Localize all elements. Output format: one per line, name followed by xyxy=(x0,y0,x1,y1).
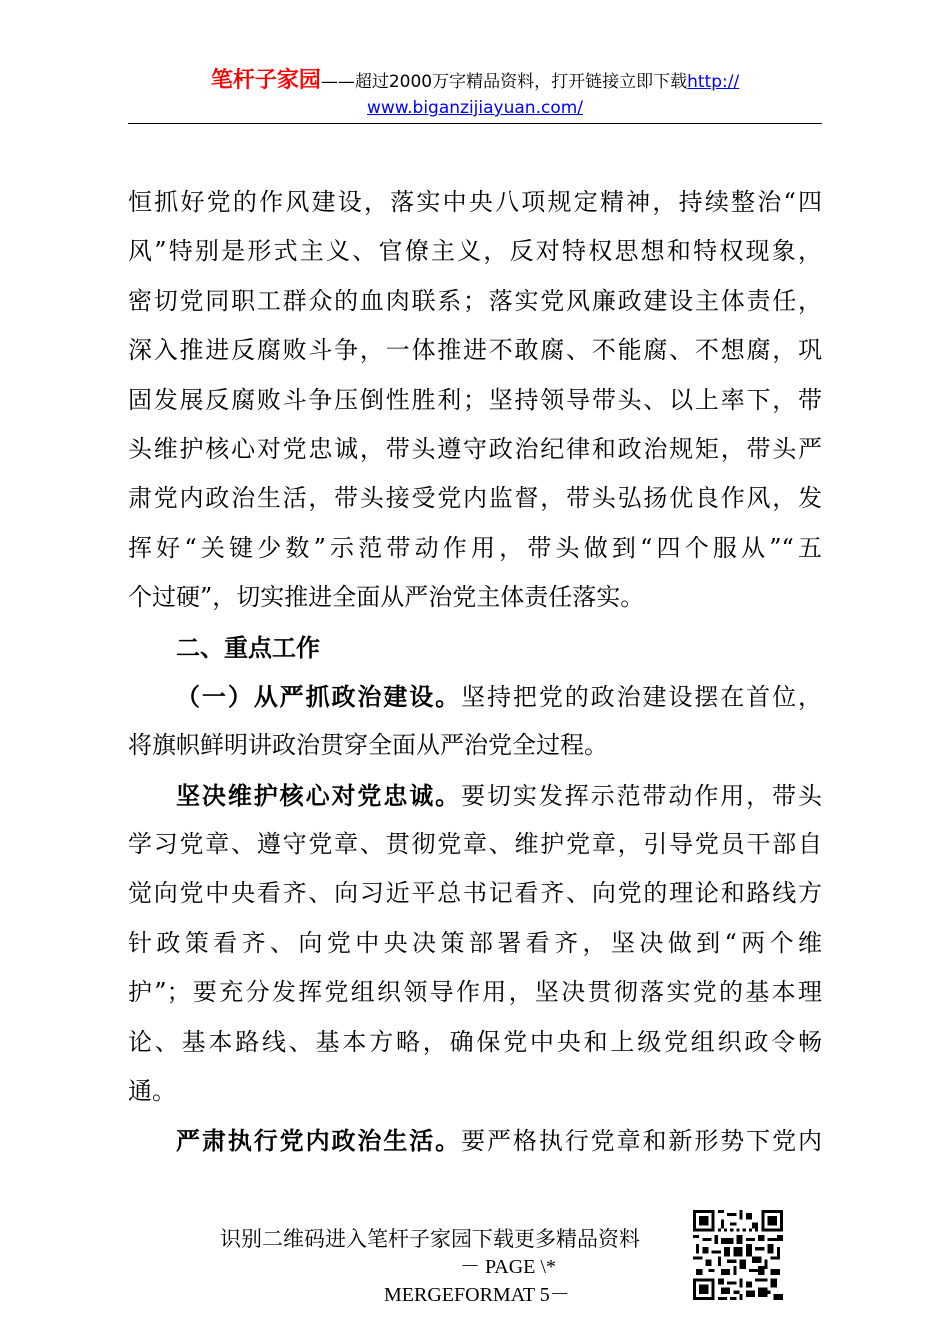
page-field-line-1: － PAGE \* xyxy=(460,1256,556,1278)
body-line: 风”特别是形式主义、官僚主义，反对特权思想和特权现象， xyxy=(128,237,822,266)
body-line: 个过硬”，切实推进全面从严治党主体责任落实。 xyxy=(128,583,645,612)
site-link-part1[interactable]: http:// xyxy=(687,72,740,92)
document-body xyxy=(128,178,822,1166)
paragraph-1-rest: 坚持把党的政治建设摆在首位， xyxy=(461,682,823,711)
header-divider xyxy=(128,123,822,124)
paragraph-2-line: 针政策看齐、向党中央决策部署看齐，坚决做到“两个维 xyxy=(128,928,822,957)
section-heading: 二、重点工作 xyxy=(176,632,320,662)
paragraph-2-lead: 坚决维护核心对党忠诚。 xyxy=(176,780,462,810)
paragraph-1-lead: （一）从严抓政治建设。 xyxy=(176,681,462,711)
paragraph-1-line-1 xyxy=(128,672,822,721)
paragraph-2-rest: 要切实发挥示范带动作用，带头 xyxy=(461,781,823,810)
body-line: 恒抓好党的作风建设，落实中央八项规定精神，持续整治“四 xyxy=(128,188,822,216)
header-line-1 xyxy=(128,68,822,95)
body-line: 深入推进反腐败斗争，一体推进不敢腐、不能腐、不想腐，巩 xyxy=(128,336,822,365)
paragraph-2-line: 论、基本路线、基本方略，确保党中央和上级党组织政令畅 xyxy=(128,1027,822,1056)
page-header xyxy=(128,68,822,121)
paragraph-3-lead: 严肃执行党内政治生活。 xyxy=(176,1126,462,1156)
brand-name: 笔杆子家园 xyxy=(210,68,321,93)
header-line-2 xyxy=(128,95,822,121)
body-line: 挥好“关键少数”示范带动作用，带头做到“四个服从”“五 xyxy=(128,533,822,562)
page-field-line-2: MERGEFORMAT 5－ xyxy=(384,1284,570,1306)
body-line: 固发展反腐败斗争压倒性胜利；坚持领导带头、以上率下，带 xyxy=(128,385,822,414)
paragraph-1-line-2: 将旗帜鲜明讲政治贯穿全面从严治党全过程。 xyxy=(128,731,608,760)
body-line: 头维护核心对党忠诚，带头遵守政治纪律和政治规矩，带头严 xyxy=(128,434,822,463)
paragraph-2-line: 通。 xyxy=(128,1077,176,1106)
body-line: 密切党同职工群众的血肉联系；落实党风廉政建设主体责任， xyxy=(128,286,822,315)
header-tagline: ——超过2000万字精品资料，打开链接立即下载 xyxy=(320,72,688,92)
paragraph-3-rest: 要严格执行党章和新形势下党内 xyxy=(461,1127,823,1156)
paragraph-2-line: 觉向党中央看齐、向习近平总书记看齐、向党的理论和路线方 xyxy=(128,879,822,908)
site-link-part2[interactable]: www.biganzijiayuan.com/ xyxy=(366,98,584,118)
qr-code-icon[interactable] xyxy=(693,1210,783,1300)
body-line: 肃党内政治生活，带头接受党内监督，带头弘扬优良作风，发 xyxy=(128,484,822,513)
paragraph-2-line: 护”；要充分发挥党组织领导作用，坚决贯彻落实党的基本理 xyxy=(128,978,822,1007)
paragraph-3-line-1 xyxy=(128,1116,822,1165)
paragraph-2-line-1 xyxy=(128,771,822,820)
paragraph-2-line: 学习党章、遵守党章、贯彻党章、维护党章，引导党员干部自 xyxy=(128,830,822,859)
qr-caption: 识别二维码进入笔杆子家园下载更多精品资料 xyxy=(220,1227,640,1251)
